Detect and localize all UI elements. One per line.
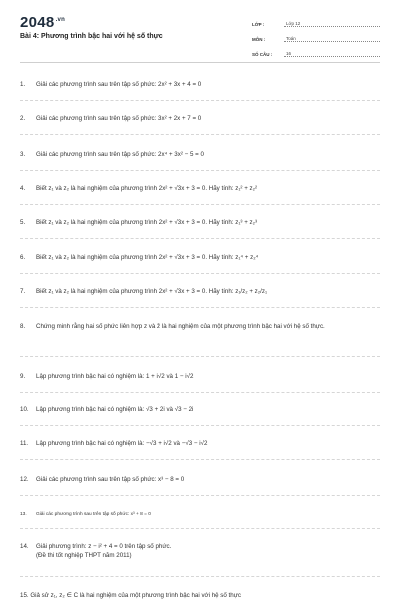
question-item-cutoff: 15. Giả sử z₁, z₂ ∈ C là hai nghiệm của một phương trình bậc hai với hệ số thực [20,592,241,599]
question-text: Giải các phương trình sau trên tập số phức: 2x² + 3x + 4 = 0 [36,81,202,88]
question-number: 14. [20,543,29,550]
meta-label: SỐ CÂU : [252,52,273,57]
question-item [20,114,380,135]
question-item [20,218,380,239]
question-text: Biết z₁ và z₂ là hai nghiệm của phương trình 2x² + √3x + 3 = 0. Hãy tính: z₁/z₂ + z₂/z₁ [36,288,268,295]
question-number: 8. [20,323,26,330]
logo-suffix: .vn [55,17,66,23]
site-logo[interactable] [20,14,65,31]
meta-value: 16 [284,51,380,57]
meta-row-count [252,45,380,57]
question-item [20,439,380,460]
lesson-title: Bài 4: Phương trình bậc hai với hệ số thực [20,33,163,40]
question-item [20,372,380,393]
question-number: 12. [20,476,29,483]
meta-label: LỚP : [252,22,265,27]
header-divider [20,62,380,63]
question-item [20,150,380,171]
question-text: Lập phương trình bậc hai có nghiệm là: 1 + i√2 và 1 − i√2 [36,373,194,380]
meta-label: MÔN : [252,37,266,42]
question-text: Giải các phương trình sau trên tập số phức: 3x² + 2x + 7 = 0 [36,115,202,122]
question-item [20,405,380,426]
question-text: Chứng minh rằng hai số phức liên hợp z và z̄ là hai nghiệm của một phương trình bậc hai với hệ số thực. [36,323,325,330]
meta-value: Lớp 12 [284,21,380,27]
question-number: 5. [20,219,26,226]
question-number: 10. [20,406,29,413]
question-number: 2. [20,115,26,122]
question-text: Biết z₁ và z₂ là hai nghiệm của phương trình 2x² + √3x + 3 = 0. Hãy tính: z₁⁴ + z₂⁴ [36,254,259,261]
question-number: 9. [20,373,26,380]
question-text: Biết z₁ và z₂ là hai nghiệm của phương trình 2x² + √3x + 3 = 0. Hãy tính: z₁² + z₂² [36,185,258,192]
question-number: 6. [20,254,26,261]
question-number: 7. [20,288,26,295]
meta-value: Toán [284,36,380,42]
question-item [20,253,380,274]
question-item [20,322,380,357]
question-item [20,475,380,496]
question-item [20,510,380,529]
page-header [0,0,400,62]
question-text: Lập phương trình bậc hai có nghiệm là: √3 + 2i và √3 − 2i [36,406,194,413]
question-text: Giải phương trình: z − i² + 4 = 0 trên tập số phức. (Đề thi tốt nghiệp THPT năm 2011) [36,543,172,559]
question-text: Giải các phương trình sau trên tập số phức: x³ − 8 = 0 [36,476,185,483]
question-item [20,287,380,308]
question-item [20,80,380,101]
question-text: Lập phương trình bậc hai có nghiệm là: −√3 + i√2 và −√3 − i√2 [36,440,208,447]
question-item [20,184,380,205]
question-number: 13. [20,512,27,517]
question-text: Giải các phương trình sau trên tập số phức: x³ + 8 = 0 [36,512,151,517]
question-number: 3. [20,151,26,158]
logo-text: 2048 [20,14,55,31]
question-item [20,542,380,577]
question-number: 1. [20,81,26,88]
meta-row-class [252,15,380,27]
question-text: Biết z₁ và z₂ là hai nghiệm của phương trình 2x² + √3x + 3 = 0. Hãy tính: z₁³ + z₂³ [36,219,258,226]
meta-info [252,15,380,60]
question-number: 4. [20,185,26,192]
question-number: 11. [20,440,29,447]
meta-row-subject [252,30,380,42]
question-text: Giải các phương trình sau trên tập số phức: 2x⁴ + 3x² − 5 = 0 [36,151,204,158]
